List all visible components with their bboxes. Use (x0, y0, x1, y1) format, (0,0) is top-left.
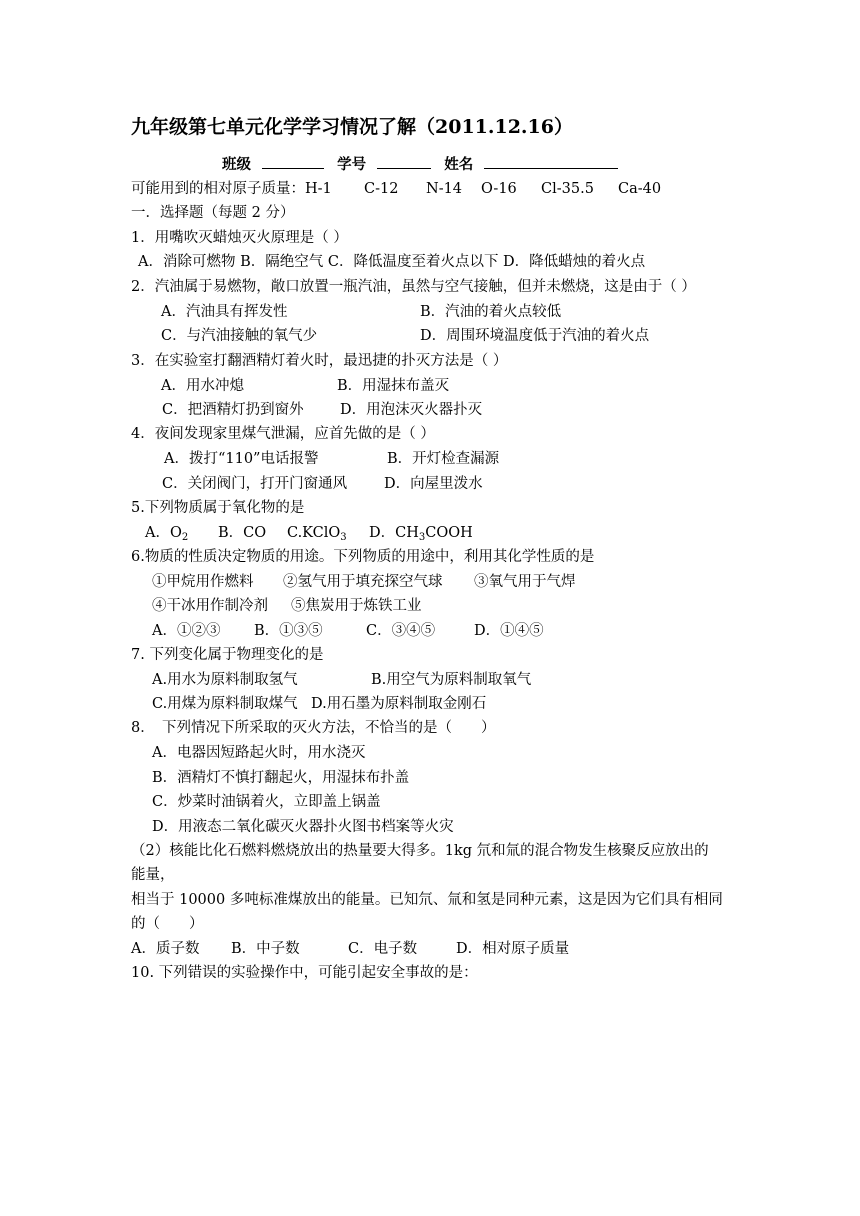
question-1-stem: 1．用嘴吹灭蜡烛灭火原理是（ ） (131, 230, 348, 246)
student-number-blank[interactable] (377, 154, 431, 169)
question-7-stem: 7. 下列变化属于物理变化的是 (131, 647, 324, 663)
class-label: 班级 (222, 156, 251, 173)
question-8-stem: 8． 下列情况下所采取的灭火方法，不恰当的是（ ） (131, 720, 496, 736)
question-2-stem: 2．汽油属于易燃物，敞口放置一瓶汽油，虽然与空气接触，但并未燃烧，这是由于（ ） (131, 279, 696, 295)
question-8-option-b: B．酒精灯不慎打翻起火，用湿抹布扑盖 (152, 770, 410, 786)
student-info-line (222, 154, 618, 175)
question-3-stem: 3．在实验室打翻酒精灯着火时，最迅捷的扑灭方法是（ ） (131, 353, 508, 369)
question-8-option-c: C．炒菜时油锅着火，立即盖上锅盖 (152, 794, 381, 810)
question-7-option-c: C.用煤为原料制取煤气 (152, 696, 298, 712)
question-9-option-b: B．中子数 (231, 941, 300, 957)
question-5-stem: 5.下列物质属于氧化物的是 (131, 500, 305, 516)
question-9-option-a: A．质子数 (131, 941, 200, 957)
name-label: 姓名 (444, 156, 474, 173)
question-8-option-a: A．电器因短路起火时，用水浇灭 (152, 745, 366, 761)
atomic-mass-o: O-16 (481, 181, 517, 197)
question-2-option-b: B．汽油的着火点较低 (420, 304, 562, 320)
question-8-option-d: D．用液态二氧化碳灭火器扑火图书档案等火灾 (152, 819, 454, 835)
atomic-mass-cl: Cl-35.5 (541, 181, 594, 197)
question-5-option-c: C.KClO$_3$ (287, 525, 347, 543)
question-3-option-b: B．用湿抹布盖灭 (337, 378, 450, 394)
question-6-item-5: ⑤焦炭用于炼铁工业 (291, 598, 422, 614)
question-6-option-d: D．①④⑤ (474, 623, 544, 639)
question-4-option-a: A．拨打“110”电话报警 (164, 451, 319, 467)
atomic-mass-c: C-12 (364, 181, 399, 197)
question-9-text-line-3: 相当于 10000 多吨标准煤放出的能量。已知氘、氚和氢是同种元素，这是因为它们具有相同 (131, 892, 723, 908)
question-6-option-c: C．③④⑤ (366, 623, 436, 639)
question-3-option-c: C．把酒精灯扔到窗外 (162, 402, 304, 418)
question-6-item-1: ①甲烷用作燃料 (152, 574, 254, 590)
question-4-option-d: D．向屋里泼水 (384, 476, 483, 492)
question-6-option-a: A．①②③ (152, 623, 221, 639)
question-5-option-a: A．$O_2$ (145, 525, 189, 543)
student-number-label: 学号 (337, 156, 367, 173)
question-6-item-3: ③氧气用于气焊 (474, 574, 576, 590)
atomic-masses-label: 可能用到的相对原子质量：H-1 (131, 181, 332, 197)
name-blank[interactable] (484, 154, 618, 169)
question-5-option-b: B．CO (218, 525, 267, 541)
question-6-item-4: ④干冰用作制冷剂 (152, 598, 268, 614)
question-7-option-d: D.用石墨为原料制取金刚石 (311, 696, 487, 712)
question-9-option-c: C．电子数 (348, 941, 418, 957)
question-10-stem: 10. 下列错误的实验操作中，可能引起安全事故的是： (131, 965, 478, 981)
question-7-option-b: B.用空气为原料制取氧气 (371, 672, 532, 688)
question-7-option-a: A.用水为原料制取氢气 (152, 672, 298, 688)
atomic-mass-ca: Ca-40 (618, 181, 662, 197)
question-9-text-line-4: 的（ ） (131, 916, 204, 932)
question-6-option-b: B．①③⑤ (254, 623, 323, 639)
question-2-option-d: D．周围环境温度低于汽油的着火点 (420, 328, 650, 344)
page-title: 九年级第七单元化学学习情况了解（2011.12.16） (131, 116, 573, 138)
question-9-text-line-1: （2）核能比化石燃料燃烧放出的热量要大得多。1kg 氘和氚的混合物发生核聚反应放出的 (131, 843, 709, 859)
question-6-item-2: ②氢气用于填充探空气球 (283, 574, 443, 590)
question-4-option-b: B．开灯检查漏源 (387, 451, 500, 467)
question-9-text-line-2: 能量， (131, 867, 175, 883)
question-1-options: A．消除可燃物 B．隔绝空气 C．降低温度至着火点以下 D．降低蜡烛的着火点 (138, 254, 646, 270)
question-2-option-c: C．与汽油接触的氧气少 (161, 328, 318, 344)
question-9-option-d: D．相对原子质量 (456, 941, 570, 957)
atomic-mass-n: N-14 (426, 181, 463, 197)
question-2-option-a: A．汽油具有挥发性 (161, 304, 288, 320)
class-blank[interactable] (262, 154, 324, 169)
section-heading: 一．选择题（每题 2 分） (131, 205, 295, 221)
question-3-option-d: D．用泡沫灭火器扑灭 (340, 402, 483, 418)
question-4-stem: 4．夜间发现家里煤气泄漏，应首先做的是（ ） (131, 426, 435, 442)
question-5-option-d: D．$CH_3COOH$ (369, 525, 473, 543)
question-4-option-c: C．关闭阀门，打开门窗通风 (162, 476, 348, 492)
question-6-stem: 6.物质的性质决定物质的用途。下列物质的用途中，利用其化学性质的是 (131, 549, 595, 565)
question-3-option-a: A．用水冲熄 (161, 378, 244, 394)
